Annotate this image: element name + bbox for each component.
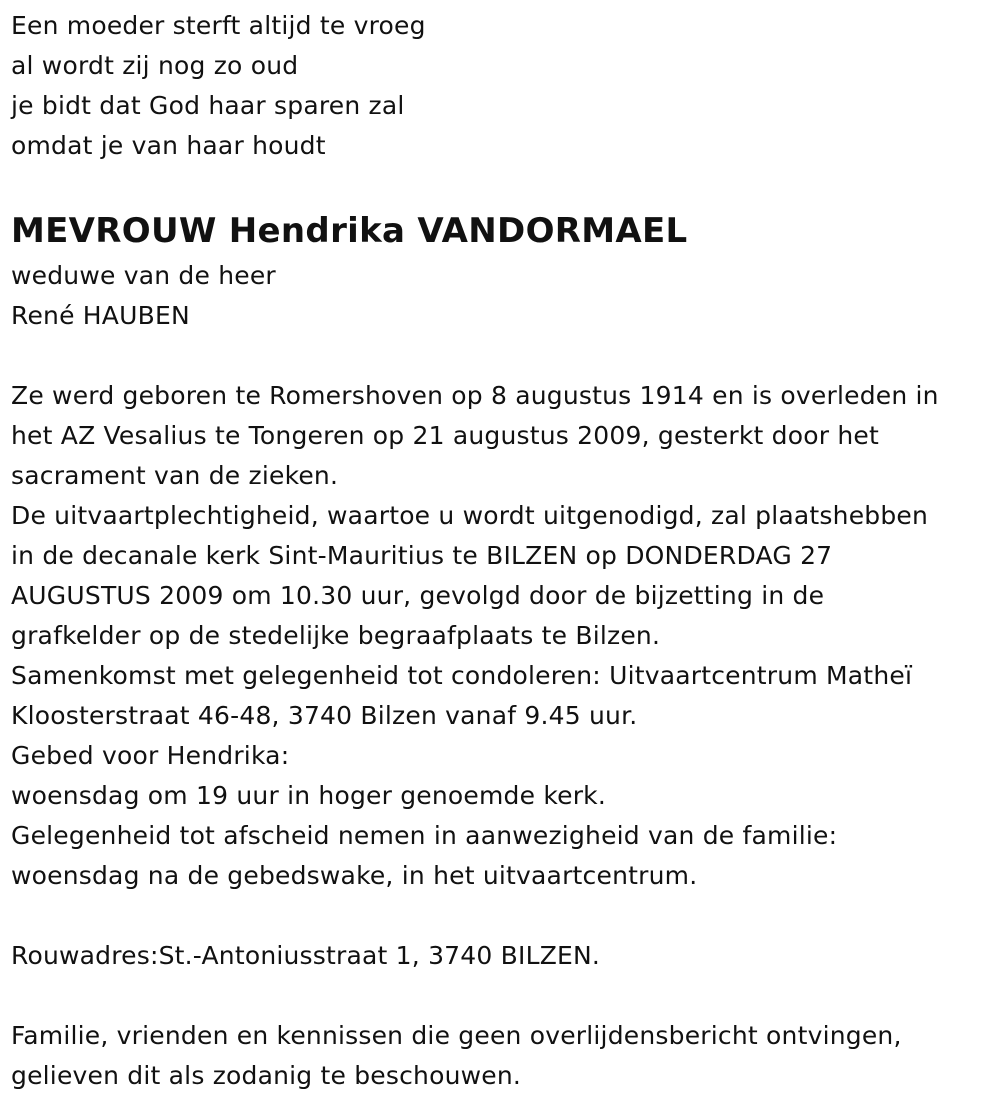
- closing-line: Familie, vrienden en kennissen die geen overlijdensbericht ontvingen,: [11, 1021, 902, 1050]
- closing-line: gelieven dit als zodanig te beschouwen.: [11, 1061, 522, 1090]
- announcement-line: Kloosterstraat 46-48, 3740 Bilzen vanaf 9.45 uur.: [11, 701, 638, 730]
- relation-text: weduwe van de heer: [11, 261, 276, 290]
- poem-line: je bidt dat God haar sparen zal: [11, 91, 405, 120]
- spouse-name: René HAUBEN: [11, 301, 190, 330]
- poem: [11, 6, 991, 166]
- poem-line: Een moeder sterft altijd te vroeg: [11, 11, 426, 40]
- announcement-line: AUGUSTUS 2009 om 10.30 uur, gevolgd door de bijzetting in de: [11, 581, 825, 610]
- announcement-line: woensdag om 19 uur in hoger genoemde kerk.: [11, 781, 607, 810]
- announcement-line: De uitvaartplechtigheid, waartoe u wordt uitgenodigd, zal plaatshebben: [11, 501, 929, 530]
- spacer: [11, 336, 991, 376]
- deceased-name: MEVROUW Hendrika VANDORMAEL: [11, 211, 688, 251]
- announcement-line: grafkelder op de stedelijke begraafplaats te Bilzen.: [11, 621, 661, 650]
- spacer: [11, 976, 991, 1016]
- mourning-address: Rouwadres:St.-Antoniusstraat 1, 3740 BILZEN.: [11, 941, 601, 970]
- obituary-notice: [11, 0, 991, 1096]
- announcement-line: Ze werd geboren te Romershoven op 8 augustus 1914 en is overleden in: [11, 381, 939, 410]
- announcement-line: in de decanale kerk Sint-Mauritius te BILZEN op DONDERDAG 27: [11, 541, 833, 570]
- announcement-line: Gelegenheid tot afscheid nemen in aanwezigheid van de familie:: [11, 821, 838, 850]
- announcement-line: het AZ Vesalius te Tongeren op 21 augustus 2009, gesterkt door het: [11, 421, 879, 450]
- announcement-line: Samenkomst met gelegenheid tot condoleren: Uitvaartcentrum Matheï: [11, 661, 913, 690]
- announcement-line: sacrament van de zieken.: [11, 461, 339, 490]
- announcement-line: Gebed voor Hendrika:: [11, 741, 290, 770]
- spacer: [11, 896, 991, 936]
- poem-line: al wordt zij nog zo oud: [11, 51, 299, 80]
- poem-line: omdat je van haar houdt: [11, 131, 326, 160]
- closing-note: [11, 1016, 991, 1096]
- announcement-line: woensdag na de gebedswake, in het uitvaartcentrum.: [11, 861, 698, 890]
- announcement-body: [11, 376, 991, 896]
